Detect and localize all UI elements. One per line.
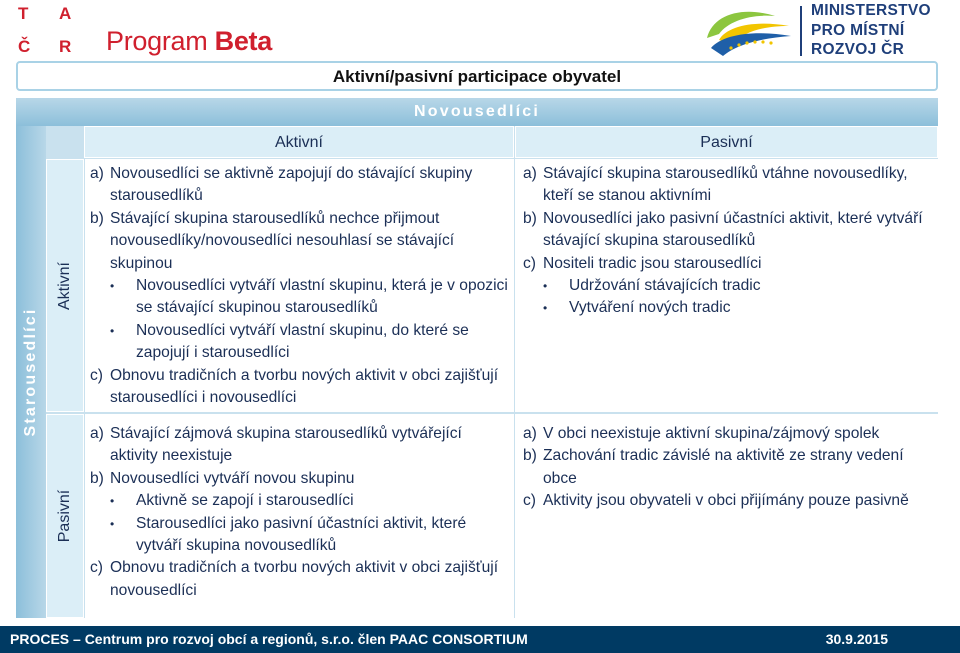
list-item-marker: b) (523, 447, 537, 465)
list-item (90, 557, 508, 602)
col-header-aktivni (84, 126, 514, 158)
page-title: Aktivní/pasivní participace obyvatel (332, 67, 622, 86)
tacr-letter-a: A (59, 4, 72, 23)
ministry-divider (800, 6, 802, 56)
tacr-letter-r: R (59, 37, 72, 56)
matrix-corner (46, 126, 84, 158)
bullet-item-text: Starousedlíci jako pasivní účastníci aktivit, které vytváří skupina novousedlíků (136, 514, 467, 555)
row-header-aktivni (46, 159, 84, 412)
title-bar (16, 61, 938, 91)
row-header-pasivni (46, 414, 84, 618)
col-header-aktivni-label: Aktivní (274, 134, 323, 151)
list-item-text: V obci neexistuje aktivní skupina/zájmový spolek (543, 425, 880, 442)
cell-pasivni-aktivni (85, 414, 514, 618)
bullet-item (90, 320, 508, 365)
list-item-marker: a) (90, 165, 104, 182)
list-item (90, 468, 508, 490)
list-item-marker: a) (523, 165, 537, 182)
list-item-marker: a) (90, 425, 104, 442)
list-item-marker: c) (90, 366, 103, 384)
bullet-item (90, 275, 508, 320)
cell-pasivni-pasivni-text (523, 423, 933, 513)
bullet-dot-icon: • (110, 279, 115, 294)
list-item (523, 490, 933, 512)
program-word: Program (106, 26, 208, 56)
participation-matrix (16, 98, 938, 618)
list-item-marker: a) (523, 425, 537, 442)
footer-bar (0, 626, 960, 653)
list-item (90, 208, 508, 275)
bullet-dot-icon: • (110, 323, 115, 338)
ministry-line-3: ROZVOJ ČR (811, 41, 905, 58)
list-item-text: Novousedlíci vytváří novou skupinu (110, 469, 355, 487)
list-item-text: Obnovu tradičních a tvorbu nových aktivit v obci zajišťují novousedlíci (110, 559, 499, 599)
list-item-marker: c) (523, 254, 536, 272)
list-item (90, 423, 508, 468)
top-axis-band (16, 98, 938, 126)
list-item-text: Stávající skupina starousedlíků nechce přijmout novousedlíky/novousedlíci nesouhlasí se stávající skupinou (110, 209, 455, 272)
list-item (523, 253, 933, 275)
bullet-item (523, 297, 933, 319)
cell-pasivni-aktivni-text (90, 423, 508, 602)
list-item (523, 423, 933, 445)
tacr-letter-t: T (18, 4, 29, 23)
ministry-name (811, 1, 931, 60)
list-item (90, 365, 508, 410)
list-item-text: Nositeli tradic jsou starousedlíci (543, 254, 762, 272)
list-item-text: Stávající zájmová skupina starousedlíků vytvářející aktivity neexistuje (110, 425, 462, 465)
ministry-line-2: PRO MÍSTNÍ (811, 21, 905, 39)
ministry-emblem-icon (703, 4, 795, 60)
bullet-item-text: Udržování stávajících tradic (569, 277, 761, 295)
cell-pasivni-pasivni (515, 414, 938, 618)
program-beta-word: Beta (214, 26, 272, 56)
bullet-item (523, 275, 933, 297)
list-item (523, 445, 933, 490)
list-item (523, 163, 933, 208)
list-item-marker: c) (523, 492, 536, 510)
col-header-pasivni (515, 126, 938, 158)
bullet-item (90, 490, 508, 512)
bullet-item-text: Novousedlíci vytváří vlastní skupinu, která je v opozici se stávající skupinou starousedlíků (136, 277, 508, 317)
program-beta-logo (106, 26, 272, 57)
footer-date: 30.9.2015 (825, 631, 888, 647)
footer-organization: PROCES – Centrum pro rozvoj obcí a regionů, s.r.o. člen PAAC CONSORTIUM (10, 631, 528, 647)
list-item (90, 163, 508, 208)
cell-aktivni-pasivni-text (523, 163, 933, 320)
list-item-marker: b) (90, 209, 104, 227)
list-item-text: Aktivity jsou obyvateli v obci přijímány pouze pasivně (543, 492, 909, 510)
ministry-line-1: MINISTERSTVO (811, 2, 931, 19)
bullet-item-text: Vytváření nových tradic (569, 299, 731, 317)
cell-aktivni-aktivni (85, 159, 514, 412)
bullet-item-text: Aktivně se zapojí i starousedlíci (136, 492, 354, 510)
top-axis-label: Novousedlíci (414, 103, 540, 120)
bullet-item-text: Novousedlíci vytváří vlastní skupinu, do které se zapojují i starousedlíci (136, 321, 469, 362)
list-item-text: Zachování tradic závislé na aktivitě ze strany vedení obce (543, 447, 904, 487)
bullet-dot-icon: • (543, 279, 548, 294)
list-item-text: Novousedlíci se aktivně zapojují do stávající skupiny starousedlíků (110, 165, 473, 205)
left-axis-label: Starousedlíci (22, 307, 39, 437)
list-item-text: Novousedlíci jako pasivní účastníci aktivit, které vytváří stávající skupina starousedlíků (543, 209, 923, 250)
tacr-letter-c: Č (18, 37, 31, 56)
row-header-aktivni-label: Aktivní (56, 261, 73, 310)
bullet-dot-icon: • (110, 516, 115, 531)
list-item (523, 208, 933, 253)
left-axis-band (16, 126, 46, 618)
row-header-pasivni-label: Pasivní (56, 489, 73, 543)
bullet-dot-icon: • (110, 494, 115, 509)
list-item-marker: b) (90, 469, 104, 487)
list-item-marker: c) (90, 559, 103, 577)
list-item-text: Obnovu tradičních a tvorbu nových aktivit v obci zajišťují starousedlíci i novousedlíci (110, 366, 499, 407)
list-item-text: Stávající skupina starousedlíků vtáhne novousedlíky, kteří se stanou aktivními (543, 165, 908, 205)
tacr-logo (18, 4, 82, 60)
col-header-pasivni-label: Pasivní (700, 134, 753, 151)
cell-aktivni-aktivni-text (90, 163, 508, 409)
bullet-dot-icon: • (543, 301, 548, 316)
bullet-item (90, 513, 508, 558)
cell-aktivni-pasivni (515, 159, 938, 412)
list-item-marker: b) (523, 209, 537, 227)
